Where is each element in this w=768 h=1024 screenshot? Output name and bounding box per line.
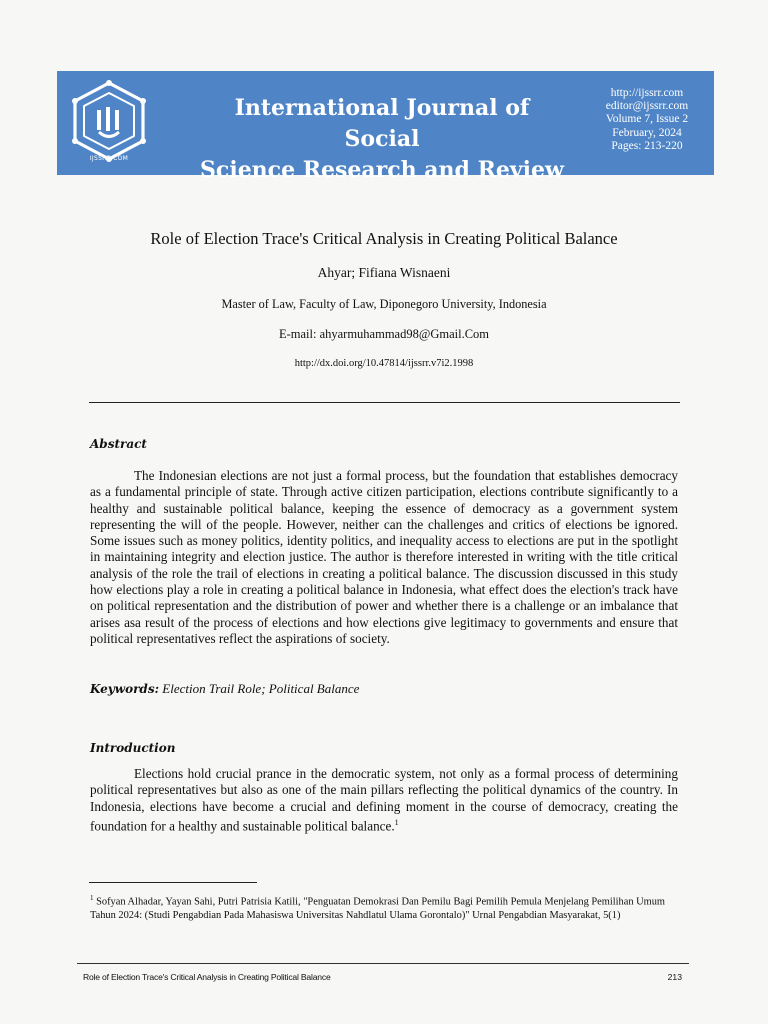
journal-pages: Pages: 213-220 bbox=[611, 139, 683, 152]
footnote-text: Sofyan Alhadar, Yayan Sahi, Putri Patrisia Katili, "Penguatan Demokrasi Dan Pemilu Bagi Pemilih Pemula Menjelang Pemilihan Umum Tahun 2024: (Studi Pengabdian Pada Mahasiswa Universitas Nahdlatul Ulama Gorontalo)" Urnal Pengabdian Masyarakat, 5(1) bbox=[90, 896, 665, 922]
journal-email[interactable]: editor@ijssrr.com bbox=[605, 100, 689, 113]
journal-title-line: Science Research and Review bbox=[200, 157, 564, 183]
footnote bbox=[90, 892, 680, 923]
journal-title-line: International Journal of Social bbox=[234, 95, 530, 152]
journal-info bbox=[577, 87, 717, 153]
paper-title: Role of Election Trace's Critical Analysis in Creating Political Balance bbox=[150, 229, 618, 248]
journal-date: February, 2024 bbox=[612, 126, 682, 139]
paper-doi-link[interactable]: http://dx.doi.org/10.47814/ijssrr.v7i2.1998 bbox=[294, 358, 474, 369]
journal-volume: Volume 7, Issue 2 bbox=[605, 113, 689, 126]
journal-banner bbox=[57, 71, 714, 183]
journal-title bbox=[197, 93, 567, 186]
abstract-text: The Indonesian elections are not just a formal process, but the foundation that establishes democracy as a fundamental principle of state. Through active citizen participation, elections contribute significantly to a healthy and sustainable political balance, keeping the essence of democracy as a government system representing the will of the people. However, neither can the challenges and critics of elections be ignored. Some issues such as money politics, identity politics, and inequality access to elections are put in the spotlight in maintaining integrity and election justice. The author is therefore interested in writing with the title critical analysis of the role the trail of elections in creating a political balance. The discussion discussed in this study how elections play a role in creating a political balance in Indonesia, what effect does the election's track have on political representation and the distribution of power and whether there is a challenge or an imbalance that arises asa result of the process of elections and how elections give legitimacy to governments and ensure that political representatives reflect the aspirations of society. bbox=[90, 468, 678, 646]
page-number: 213 bbox=[667, 972, 682, 982]
paper-email[interactable]: E-mail: ahyarmuhammad98@Gmail.Com bbox=[278, 327, 490, 341]
paper-affiliation: Master of Law, Faculty of Law, Diponegoro University, Indonesia bbox=[221, 297, 547, 311]
keywords-value: Election Trail Role; Political Balance bbox=[159, 681, 360, 696]
keywords bbox=[90, 681, 359, 697]
introduction-text bbox=[90, 766, 678, 835]
logo-caption: IJSSRR.COM bbox=[89, 155, 129, 162]
footnote-mark: 1 bbox=[90, 894, 94, 902]
header-divider bbox=[89, 402, 680, 403]
introduction-heading: Introduction bbox=[90, 741, 176, 755]
abstract-heading: Abstract bbox=[90, 437, 147, 451]
footnote-divider bbox=[89, 882, 257, 883]
footnote-ref[interactable]: 1 bbox=[394, 817, 399, 827]
introduction-body: Elections hold crucial prance in the democratic system, not only as a formal process of determining political representatives but also as one of the main pillars reflecting the political dynamics of the country. In Indonesia, elections have become a crucial and defining moment in the course of democracy, creating the foundation for a healthy and sustainable political balance. bbox=[90, 766, 678, 834]
paper-authors: Ahyar; Fifiana Wisnaeni bbox=[317, 265, 451, 280]
journal-url[interactable]: http://ijssrr.com bbox=[610, 87, 684, 99]
running-title: Role of Election Trace's Critical Analysis in Creating Political Balance bbox=[83, 972, 331, 982]
keywords-label: Keywords: bbox=[90, 682, 160, 696]
footer-divider bbox=[77, 963, 689, 964]
